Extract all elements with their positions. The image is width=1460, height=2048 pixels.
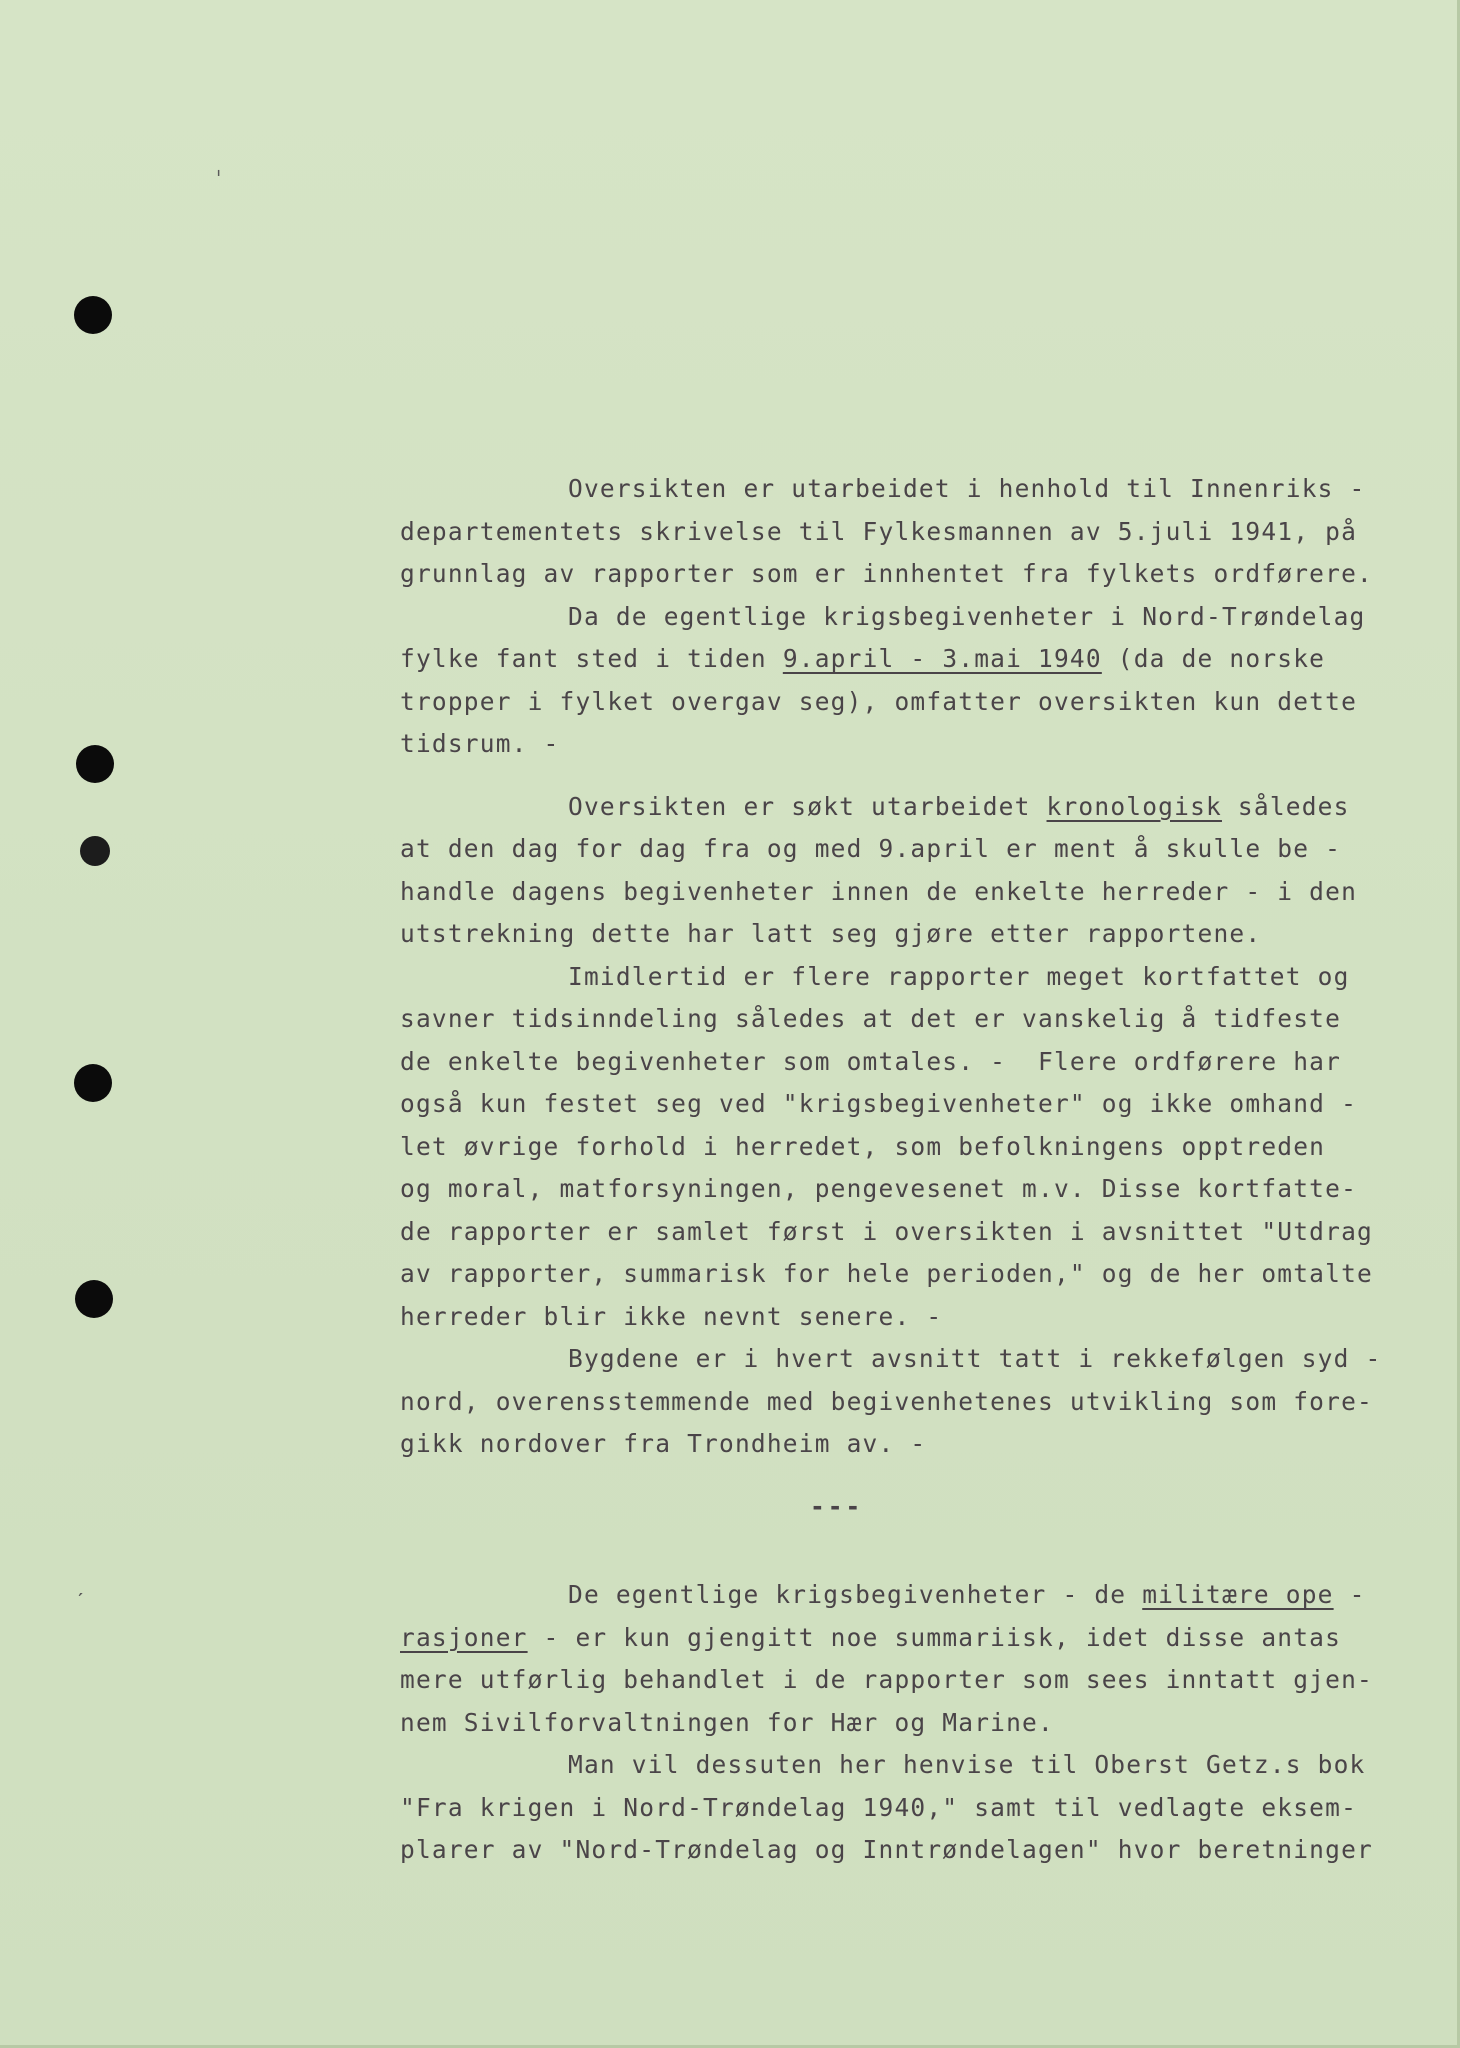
text-run: plarer av "Nord-Trøndelag og Inntrøndelagen" hvor beretninger bbox=[400, 1835, 1373, 1864]
punch-hole-partial bbox=[80, 836, 110, 866]
text-line bbox=[400, 596, 1440, 639]
text-run: - bbox=[1333, 1580, 1366, 1609]
text-run: Oversikten er søkt utarbeidet bbox=[568, 791, 1047, 821]
text-line bbox=[400, 1338, 1440, 1381]
paragraph bbox=[400, 468, 1440, 596]
text-line bbox=[400, 723, 1440, 766]
text-run: også kun festet seg ved "krigsbegivenheter" og ikke omhand - bbox=[400, 1089, 1358, 1118]
paragraph bbox=[400, 786, 1440, 956]
text-run: utstrekning dette har latt seg gjøre etter rapportene. bbox=[400, 919, 1262, 948]
text-line bbox=[400, 786, 1440, 829]
text-line bbox=[400, 1083, 1440, 1126]
text-run: av rapporter, summarisk for hele perioden," og de her omtalte bbox=[400, 1259, 1373, 1288]
text-line bbox=[400, 1617, 1440, 1660]
text-line bbox=[400, 638, 1440, 681]
section-separator: --- bbox=[810, 1491, 864, 1521]
text-run: at den dag for dag fra og med 9.april er ment å skulle be - bbox=[400, 834, 1342, 863]
text-run: således bbox=[1221, 791, 1350, 821]
text-run: mere utførlig behandlet i de rapporter som sees inntatt gjen- bbox=[400, 1665, 1373, 1694]
text-run: de enkelte begivenheter som omtales. - Flere ordførere har bbox=[400, 1046, 1342, 1076]
text-run: og moral, matforsyningen, pengevesenet m.v. Disse kortfatte- bbox=[400, 1174, 1358, 1203]
text-run: De egentlige krigsbegivenheter - de bbox=[568, 1580, 1143, 1609]
text-line bbox=[400, 1423, 1440, 1466]
punch-hole bbox=[74, 1064, 112, 1102]
text-run: grunnlag av rapporter som er innhentet fra fylkets ordførere. bbox=[400, 559, 1373, 588]
punch-hole bbox=[76, 745, 114, 783]
paragraph bbox=[400, 1744, 1440, 1872]
text-line bbox=[400, 1744, 1440, 1787]
text-run: savner tidsinndeling således at det er vanskelig å tidfeste bbox=[400, 1004, 1342, 1033]
text-line bbox=[400, 1702, 1440, 1745]
underlined-text: 9.april - 3.mai 1940 bbox=[782, 644, 1102, 673]
text-run: herreder blir ikke nevnt senere. - bbox=[400, 1301, 943, 1331]
text-run: departementets skrivelse til Fylkesmannen av 5.juli 1941, på bbox=[400, 516, 1358, 546]
text-line bbox=[400, 1381, 1440, 1424]
text-line bbox=[400, 1168, 1440, 1211]
text-run: let øvrige forhold i herredet, som befolkningens opptreden bbox=[400, 1131, 1326, 1161]
pencil-mark: ˈ bbox=[212, 168, 226, 193]
text-run: de rapporter er samlet først i oversikten i avsnittet "Utdrag bbox=[400, 1216, 1373, 1246]
text-line bbox=[400, 1659, 1440, 1702]
text-run: Man vil dessuten her henvise til Oberst Getz.s bok bbox=[568, 1750, 1366, 1779]
text-line bbox=[400, 828, 1440, 871]
text-run: (da de norske bbox=[1101, 644, 1326, 673]
text-run: handle dagens begivenheter innen de enkelte herreder - i den bbox=[400, 876, 1358, 906]
text-line bbox=[400, 1211, 1440, 1254]
paragraph bbox=[400, 1338, 1440, 1466]
text-line bbox=[400, 913, 1440, 956]
punch-hole bbox=[75, 1280, 113, 1318]
text-run: gikk nordover fra Trondheim av. - bbox=[400, 1429, 927, 1458]
text-line bbox=[400, 871, 1440, 914]
paragraph bbox=[400, 956, 1440, 1339]
text-run: nord, overensstemmende med begivenhetenes utvikling som fore- bbox=[400, 1386, 1373, 1416]
text-line bbox=[400, 1829, 1440, 1872]
text-line bbox=[400, 511, 1440, 554]
text-run: - er kun gjengitt noe summariisk, idet disse antas bbox=[527, 1622, 1342, 1652]
text-run: tidsrum. - bbox=[400, 729, 560, 758]
text-run: Bygdene er i hvert avsnitt tatt i rekkefølgen syd - bbox=[568, 1344, 1382, 1373]
text-run: tropper i fylket overgav seg), omfatter oversikten kun dette bbox=[400, 686, 1358, 716]
text-line bbox=[400, 1253, 1440, 1296]
text-line bbox=[400, 1787, 1440, 1830]
text-line bbox=[400, 1126, 1440, 1169]
text-run: Oversikten er utarbeidet i henhold til Innenriks - bbox=[568, 474, 1366, 503]
text-line bbox=[400, 998, 1440, 1041]
text-run: fylke fant sted i tiden bbox=[400, 644, 783, 673]
underlined-text: rasjoner bbox=[400, 1622, 528, 1652]
punch-hole bbox=[74, 296, 112, 334]
paragraph bbox=[400, 1574, 1440, 1744]
paragraph bbox=[400, 596, 1440, 766]
underlined-text: militære ope bbox=[1142, 1580, 1334, 1609]
text-run: "Fra krigen i Nord-Trøndelag 1940," samt til vedlagte eksem- bbox=[400, 1792, 1358, 1822]
text-line bbox=[400, 1041, 1440, 1084]
text-line bbox=[400, 956, 1440, 999]
text-line bbox=[400, 468, 1440, 511]
document-body bbox=[400, 468, 1440, 1872]
text-line bbox=[400, 1296, 1440, 1339]
text-run: Da de egentlige krigsbegivenheter i Nord-Trøndelag bbox=[568, 601, 1366, 631]
text-line bbox=[400, 1574, 1440, 1617]
text-line bbox=[400, 681, 1440, 724]
pencil-mark: ˊ bbox=[74, 1590, 88, 1615]
text-run: nem Sivilforvaltningen for Hær og Marine. bbox=[400, 1707, 1054, 1737]
text-run: Imidlertid er flere rapporter meget kortfattet og bbox=[568, 961, 1350, 991]
text-line bbox=[400, 553, 1440, 596]
underlined-text: kronologisk bbox=[1046, 791, 1222, 821]
